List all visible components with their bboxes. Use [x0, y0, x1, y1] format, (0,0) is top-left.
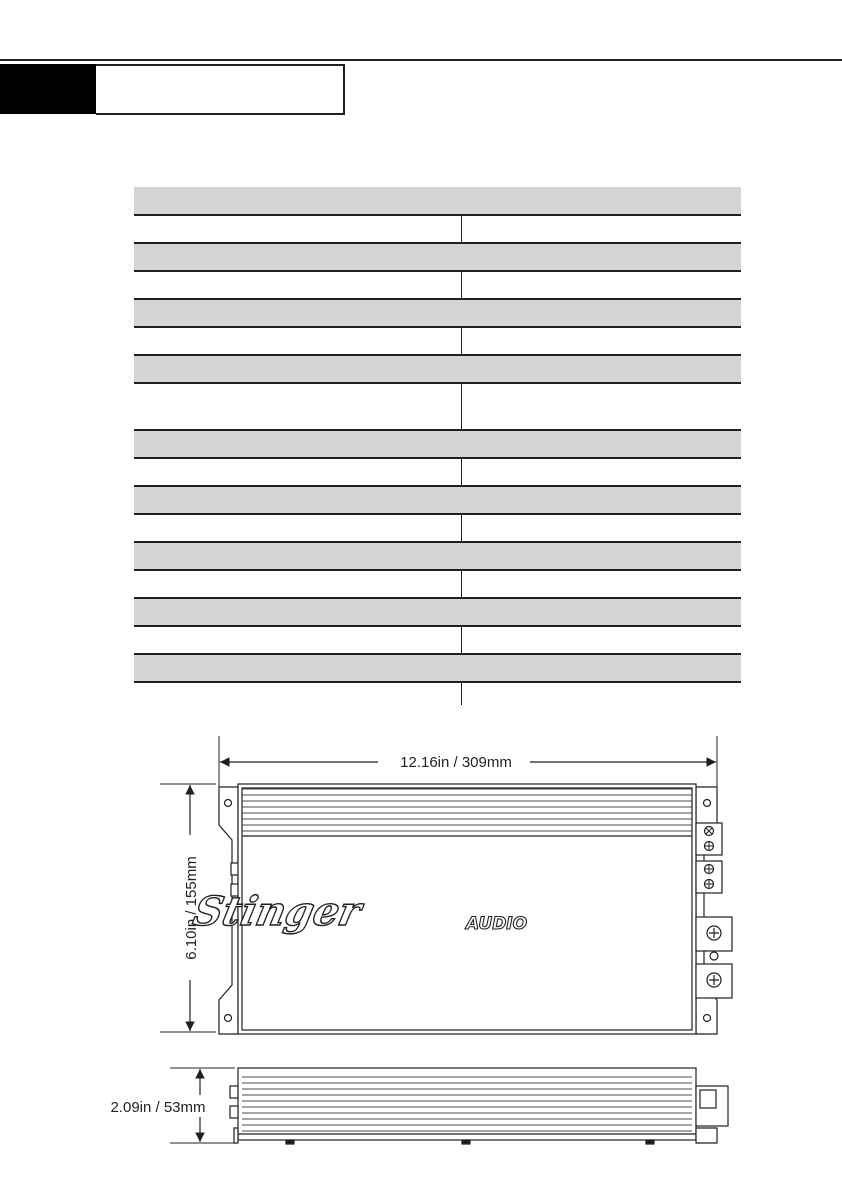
width-label: 12.16in / 309mm	[400, 754, 512, 771]
width-dimension	[219, 736, 717, 790]
logo-sub-text: AUDIO	[466, 914, 528, 934]
height-label: 2.09in / 53mm	[110, 1099, 206, 1116]
length-label: 6.10in / 155mm	[183, 856, 200, 960]
amplifier-side-view	[230, 1068, 728, 1144]
logo-main-text: Stinger	[189, 887, 366, 935]
height-dimension	[110, 1068, 235, 1143]
